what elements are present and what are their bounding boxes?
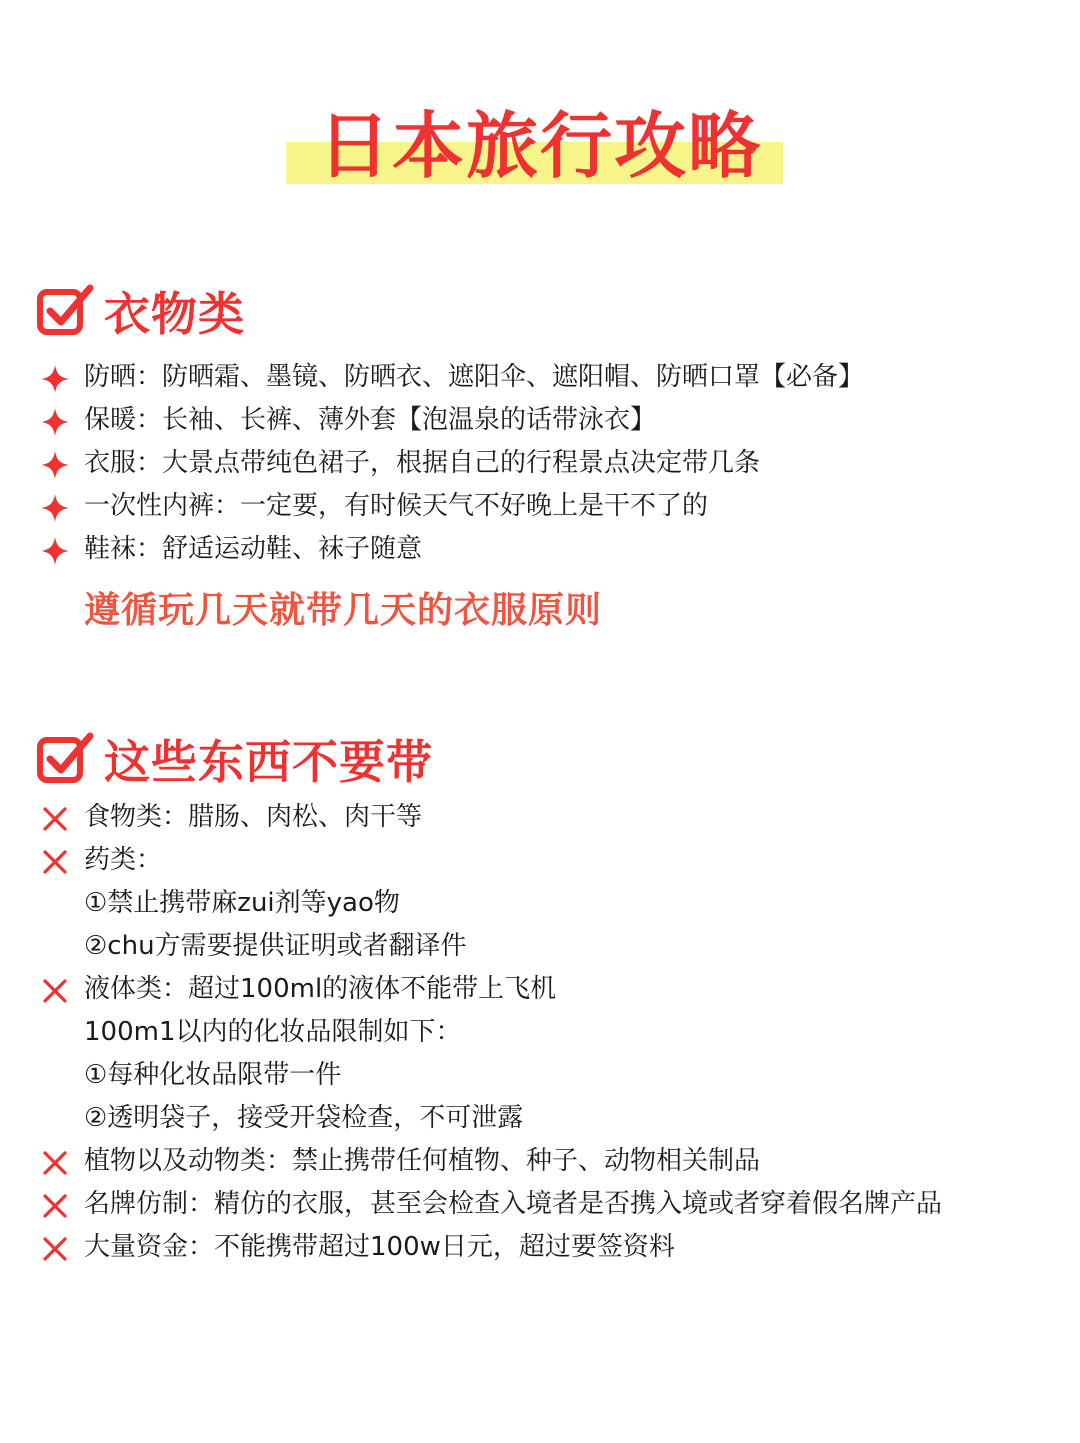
red-cross-icon (40, 847, 70, 877)
forbidden-item (40, 1226, 942, 1269)
forbidden-item (40, 1140, 942, 1183)
clothing-item (40, 356, 864, 399)
clothing-item (40, 442, 864, 485)
section-forbidden-header (36, 729, 433, 789)
forbidden-item (40, 1011, 942, 1054)
forbidden-item (40, 796, 942, 839)
forbidden-item (40, 1054, 942, 1097)
clothing-item (40, 399, 864, 442)
section-clothing-title: 衣物类 (104, 287, 245, 341)
clothing-item-text: 保暖：长袖、长裤、薄外套【泡温泉的话带泳衣】 (84, 405, 657, 435)
forbidden-item-text: ②chu方需要提供证明或者翻译件 (84, 931, 467, 961)
forbidden-item-text: 名牌仿制：精仿的衣服，甚至会检查入境者是否携入境或者穿着假名牌产品 (84, 1189, 943, 1219)
forbidden-item-text: 100m1以内的化妆品限制如下： (84, 1017, 462, 1047)
forbidden-item-text: ①禁止携带麻zui剂等yao物 (84, 888, 400, 918)
red-four-point-star-icon (40, 450, 70, 480)
red-four-point-star-icon (40, 364, 70, 394)
clothing-rule-text: 遵循玩几天就带几天的衣服原则 (84, 590, 603, 631)
clothing-item-text: 鞋袜：舒适运动鞋、袜子随意 (84, 534, 423, 564)
clothing-item-text: 衣服：大景点带纯色裙子，根据自己的行程景点决定带几条 (84, 448, 761, 478)
forbidden-item (40, 839, 942, 882)
forbidden-item-text: ②透明袋子，接受开袋检查，不可泄露 (84, 1103, 524, 1133)
title-block (0, 96, 1080, 196)
clothing-item (40, 485, 864, 528)
section-clothing-header (36, 281, 245, 341)
red-cross-icon (40, 976, 70, 1006)
forbidden-item-text: 药类： (84, 845, 163, 875)
red-four-point-star-icon (40, 493, 70, 523)
red-cross-icon (40, 1148, 70, 1178)
page-title: 日本旅行攻略 (317, 104, 762, 188)
forbidden-item (40, 968, 942, 1011)
forbidden-item (40, 1183, 942, 1226)
red-cross-icon (40, 1191, 70, 1221)
forbidden-item-text: 液体类：超过100ml的液体不能带上飞机 (84, 974, 557, 1004)
clothing-item-text: 一次性内裤：一定要，有时候天气不好晚上是干不了的 (84, 491, 709, 521)
forbidden-item-text: 食物类：腊肠、肉松、肉干等 (84, 802, 423, 832)
clothing-list (40, 356, 864, 571)
checkbox-check-icon (36, 732, 96, 786)
forbidden-item (40, 925, 942, 968)
section-forbidden-title: 这些东西不要带 (104, 735, 433, 789)
red-cross-icon (40, 804, 70, 834)
forbidden-list (40, 796, 942, 1269)
checkbox-check-icon (36, 284, 96, 338)
red-four-point-star-icon (40, 536, 70, 566)
red-cross-icon (40, 1234, 70, 1264)
clothing-item-text: 防晒：防晒霜、墨镜、防晒衣、遮阳伞、遮阳帽、防晒口罩【必备】 (84, 362, 865, 392)
forbidden-item-text: 植物以及动物类：禁止携带任何植物、种子、动物相关制品 (84, 1146, 761, 1176)
forbidden-item-text: ①每种化妆品限带一件 (84, 1060, 342, 1090)
forbidden-item (40, 882, 942, 925)
clothing-item (40, 528, 864, 571)
forbidden-item (40, 1097, 942, 1140)
red-four-point-star-icon (40, 407, 70, 437)
forbidden-item-text: 大量资金：不能携带超过100w日元，超过要签资料 (84, 1232, 675, 1262)
